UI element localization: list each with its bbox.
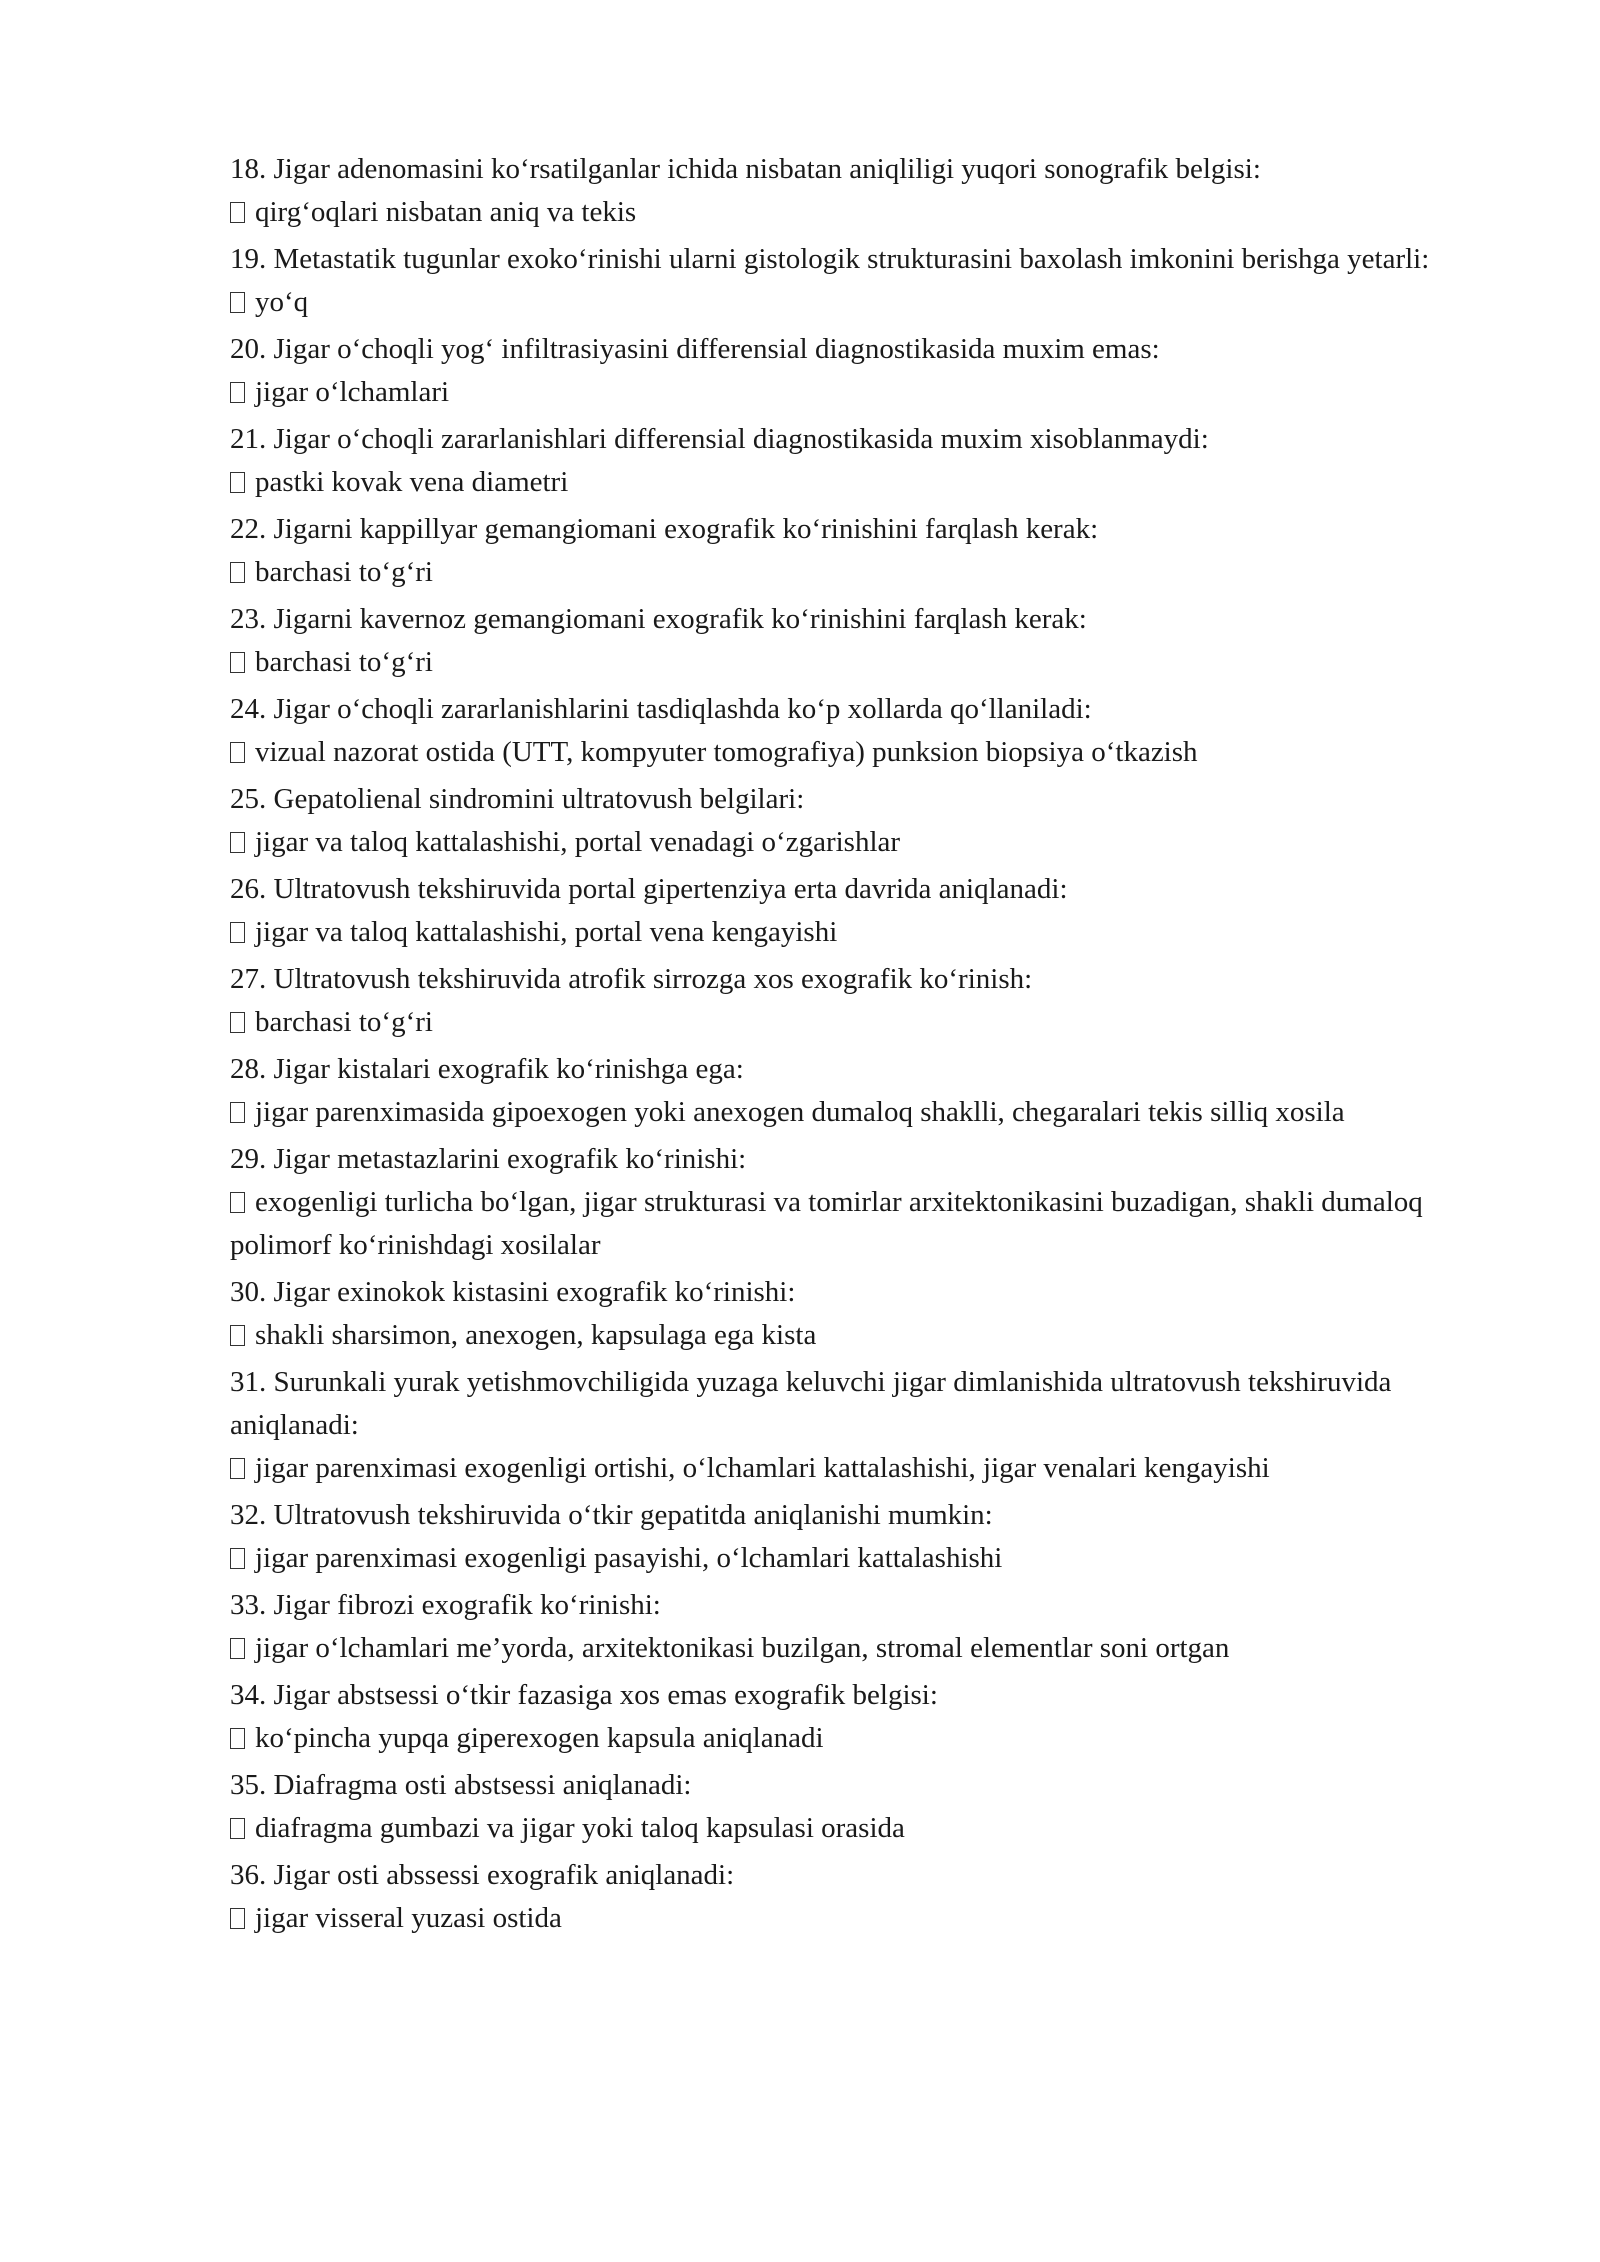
question-text: 30. Jigar exinokok kistasini exografik ko‘rinishi:	[230, 1276, 796, 1308]
question-item	[230, 688, 1490, 774]
answer-row	[230, 1091, 1490, 1134]
checkbox-icon	[230, 1818, 245, 1839]
checkbox-icon	[230, 202, 245, 223]
answer-row	[230, 1537, 1490, 1580]
checkbox-icon	[230, 1102, 245, 1123]
question-item	[230, 778, 1490, 864]
question-text: 36. Jigar osti abssessi exografik aniqlanadi:	[230, 1859, 735, 1891]
checkbox-icon	[230, 1458, 245, 1479]
answer-row	[230, 191, 1490, 234]
question-item	[230, 598, 1490, 684]
question-text: 20. Jigar o‘choqli yog‘ infiltrasiyasini differensial diagnostikasida muxim emas:	[230, 333, 1160, 365]
answer-row	[230, 641, 1490, 684]
answer-text: jigar parenximasida gipoexogen yoki anexogen dumaloq shaklli, chegaralari tekis silliq xosila	[255, 1096, 1345, 1128]
question-item	[230, 1138, 1490, 1267]
checkbox-icon	[230, 742, 245, 763]
answer-row	[230, 1897, 1490, 1940]
question-text: 27. Ultratovush tekshiruvida atrofik sirrozga xos exografik ko‘rinish:	[230, 963, 1033, 995]
question-item	[230, 328, 1490, 414]
question-item	[230, 238, 1490, 324]
question-text: 33. Jigar fibrozi exografik ko‘rinishi:	[230, 1589, 661, 1621]
answer-text: barchasi to‘g‘ri	[255, 1006, 433, 1038]
answer-text: exogenligi turlicha bo‘lgan, jigar strukturasi va tomirlar arxitektonikasini buzadigan, shakli dumaloq polimorf ko‘rinishdagi xosilalar	[230, 1186, 1423, 1261]
checkbox-icon	[230, 562, 245, 583]
checkbox-icon	[230, 832, 245, 853]
question-text: 23. Jigarni kavernoz gemangiomani exografik ko‘rinishini farqlash kerak:	[230, 603, 1087, 635]
answer-text: jigar o‘lchamlari me’yorda, arxitektonikasi buzilgan, stromal elementlar soni ortgan	[255, 1632, 1230, 1664]
question-item	[230, 148, 1490, 234]
checkbox-icon	[230, 652, 245, 673]
question-text: 18. Jigar adenomasini ko‘rsatilganlar ichida nisbatan aniqliligi yuqori sonografik belgisi:	[230, 153, 1261, 185]
question-text: 19. Metastatik tugunlar exoko‘rinishi ularni gistologik strukturasini baxolash imkonini berishga yetarli:	[230, 243, 1430, 275]
answer-row	[230, 1181, 1490, 1267]
answer-row	[230, 821, 1490, 864]
question-item	[230, 418, 1490, 504]
answer-row	[230, 1627, 1490, 1670]
question-text: 25. Gepatolienal sindromini ultratovush belgilari:	[230, 783, 805, 815]
question-item	[230, 1361, 1490, 1490]
answer-row	[230, 371, 1490, 414]
checkbox-icon	[230, 1192, 245, 1213]
answer-row	[230, 1314, 1490, 1357]
question-text: 35. Diafragma osti abstsessi aniqlanadi:	[230, 1769, 692, 1801]
answer-text: barchasi to‘g‘ri	[255, 646, 433, 678]
checkbox-icon	[230, 1325, 245, 1346]
checkbox-icon	[230, 1548, 245, 1569]
answer-row	[230, 911, 1490, 954]
answer-text: yo‘q	[255, 286, 309, 318]
question-item	[230, 958, 1490, 1044]
question-item	[230, 1764, 1490, 1850]
question-list	[230, 148, 1490, 1944]
question-text: 34. Jigar abstsessi o‘tkir fazasiga xos emas exografik belgisi:	[230, 1679, 938, 1711]
answer-text: diafragma gumbazi va jigar yoki taloq kapsulasi orasida	[255, 1812, 905, 1844]
question-item	[230, 868, 1490, 954]
answer-text: shakli sharsimon, anexogen, kapsulaga ega kista	[255, 1319, 817, 1351]
answer-text: jigar visseral yuzasi ostida	[255, 1902, 562, 1934]
answer-text: jigar parenximasi exogenligi pasayishi, o‘lchamlari kattalashishi	[255, 1542, 1003, 1574]
checkbox-icon	[230, 1638, 245, 1659]
answer-text: qirg‘oqlari nisbatan aniq va tekis	[255, 196, 637, 228]
checkbox-icon	[230, 1012, 245, 1033]
checkbox-icon	[230, 922, 245, 943]
answer-text: jigar parenximasi exogenligi ortishi, o‘lchamlari kattalashishi, jigar venalari kengayishi	[255, 1452, 1270, 1484]
answer-row	[230, 1001, 1490, 1044]
checkbox-icon	[230, 1908, 245, 1929]
answer-row	[230, 551, 1490, 594]
question-item	[230, 1584, 1490, 1670]
question-item	[230, 1271, 1490, 1357]
answer-row	[230, 281, 1490, 324]
question-text: 21. Jigar o‘choqli zararlanishlari differensial diagnostikasida muxim xisoblanmaydi:	[230, 423, 1209, 455]
answer-text: pastki kovak vena diametri	[255, 466, 569, 498]
answer-row	[230, 1717, 1490, 1760]
answer-text: jigar va taloq kattalashishi, portal venadagi o‘zgarishlar	[255, 826, 901, 858]
answer-row	[230, 461, 1490, 504]
question-text: 28. Jigar kistalari exografik ko‘rinishga ega:	[230, 1053, 744, 1085]
answer-text: ko‘pincha yupqa giperexogen kapsula aniqlanadi	[255, 1722, 824, 1754]
question-text: 24. Jigar o‘choqli zararlanishlarini tasdiqlashda ko‘p xollarda qo‘llaniladi:	[230, 693, 1092, 725]
checkbox-icon	[230, 472, 245, 493]
question-text: 22. Jigarni kappillyar gemangiomani exografik ko‘rinishini farqlash kerak:	[230, 513, 1099, 545]
answer-row	[230, 1807, 1490, 1850]
question-item	[230, 1048, 1490, 1134]
checkbox-icon	[230, 382, 245, 403]
checkbox-icon	[230, 1728, 245, 1749]
question-text: 29. Jigar metastazlarini exografik ko‘rinishi:	[230, 1143, 747, 1175]
question-item	[230, 1674, 1490, 1760]
question-text: 26. Ultratovush tekshiruvida portal gipertenziya erta davrida aniqlanadi:	[230, 873, 1068, 905]
question-item	[230, 508, 1490, 594]
question-item	[230, 1494, 1490, 1580]
answer-text: jigar va taloq kattalashishi, portal vena kengayishi	[255, 916, 838, 948]
answer-text: barchasi to‘g‘ri	[255, 556, 433, 588]
answer-row	[230, 731, 1490, 774]
question-text: 32. Ultratovush tekshiruvida o‘tkir gepatitda aniqlanishi mumkin:	[230, 1499, 993, 1531]
question-text: 31. Surunkali yurak yetishmovchiligida yuzaga keluvchi jigar dimlanishida ultratovush tekshiruvida aniqlanadi:	[230, 1366, 1392, 1441]
answer-row	[230, 1447, 1490, 1490]
checkbox-icon	[230, 292, 245, 313]
answer-text: jigar o‘lchamlari	[255, 376, 450, 408]
question-item	[230, 1854, 1490, 1940]
answer-text: vizual nazorat ostida (UTT, kompyuter tomografiya) punksion biopsiya o‘tkazish	[255, 736, 1198, 768]
